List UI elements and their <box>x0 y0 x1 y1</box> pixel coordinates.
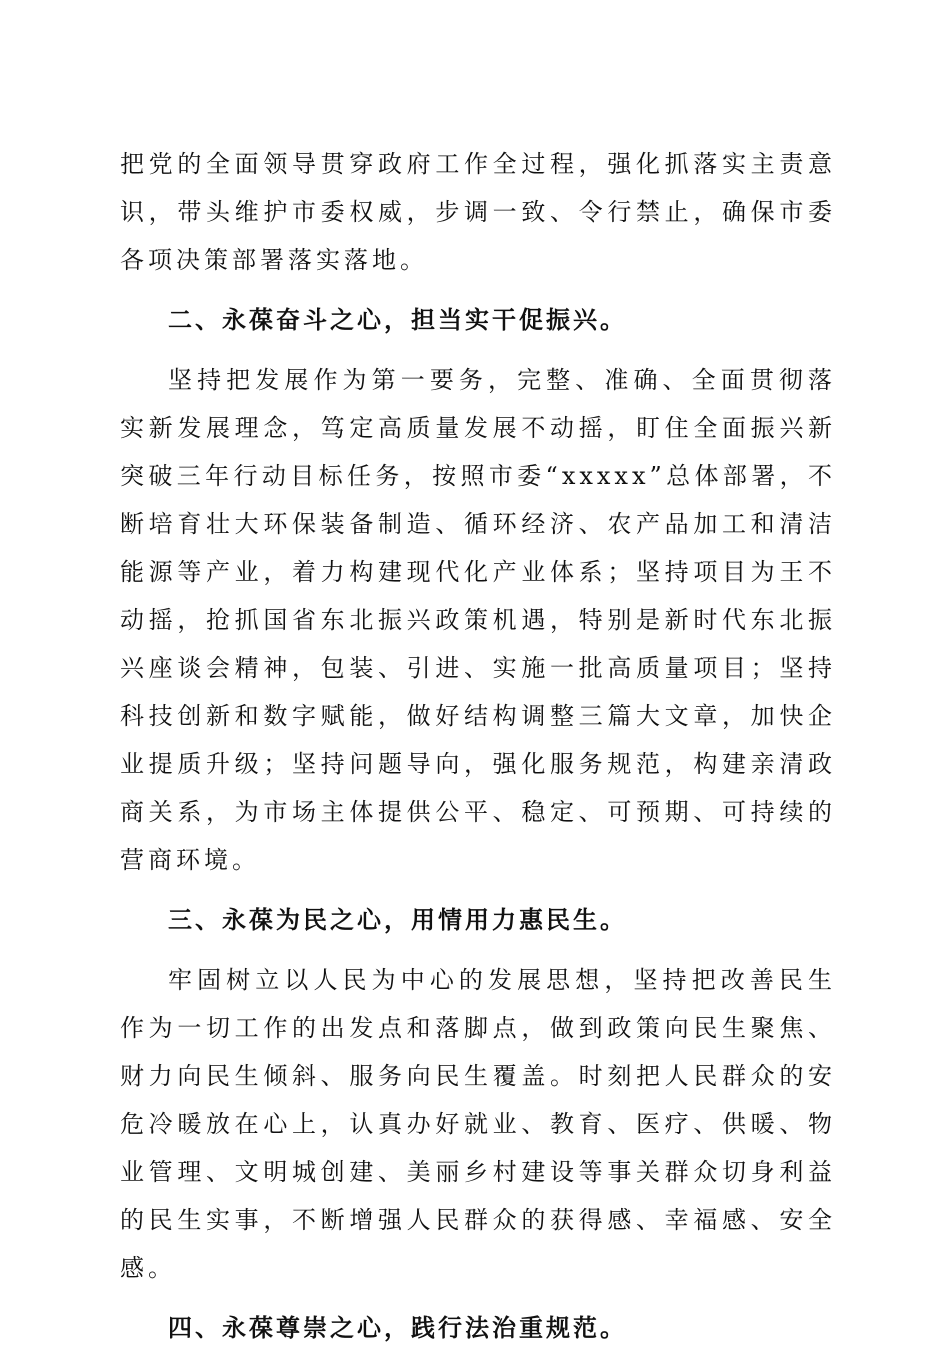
paragraph-section-two: 坚持把发展作为第一要务，完整、准确、全面贯彻落实新发展理念，笃定高质量发展不动摇，盯住全面振兴新突破三年行动目标任务，按照市委“xxxxx”总体部署，不断培育壮大环保装备制造、循环经济、农产品加工和清洁能源等产业，着力构建现代化产业体系；坚持项目为王不动摇，抢抓国省东北振兴政策机遇，特别是新时代东北振兴座谈会精神，包装、引进、实施一批高质量项目；坚持科技创新和数字赋能，做好结构调整三篇大文章，加快企业提质升级；坚持问题导向，强化服务规范，构建亲清政商关系，为市场主体提供公平、稳定、可预期、可持续的营商环境。 <box>120 366 836 874</box>
paragraph-continuation: 把党的全面领导贯穿政府工作全过程，强化抓落实主责意识，带头维护市委权威，步调一致、令行禁止，确保市委各项决策部署落实落地。 <box>120 150 836 274</box>
section-heading-three: 三、永葆为民之心，用情用力惠民生。 <box>168 906 627 934</box>
document-body <box>120 140 836 1364</box>
paragraph-section-three: 牢固树立以人民为中心的发展思想，坚持把改善民生作为一切工作的出发点和落脚点，做到政策向民生聚焦、财力向民生倾斜、服务向民生覆盖。时刻把人民群众的安危冷暖放在心上，认真办好就业、教育、医疗、供暖、物业管理、文明城创建、美丽乡村建设等事关群众切身利益的民生实事，不断增强人民群众的获得感、幸福感、安全感。 <box>120 966 836 1282</box>
section-heading-two: 二、永葆奋斗之心，担当实干促振兴。 <box>168 306 627 334</box>
section-heading-four: 四、永葆尊崇之心，践行法治重规范。 <box>168 1314 627 1342</box>
